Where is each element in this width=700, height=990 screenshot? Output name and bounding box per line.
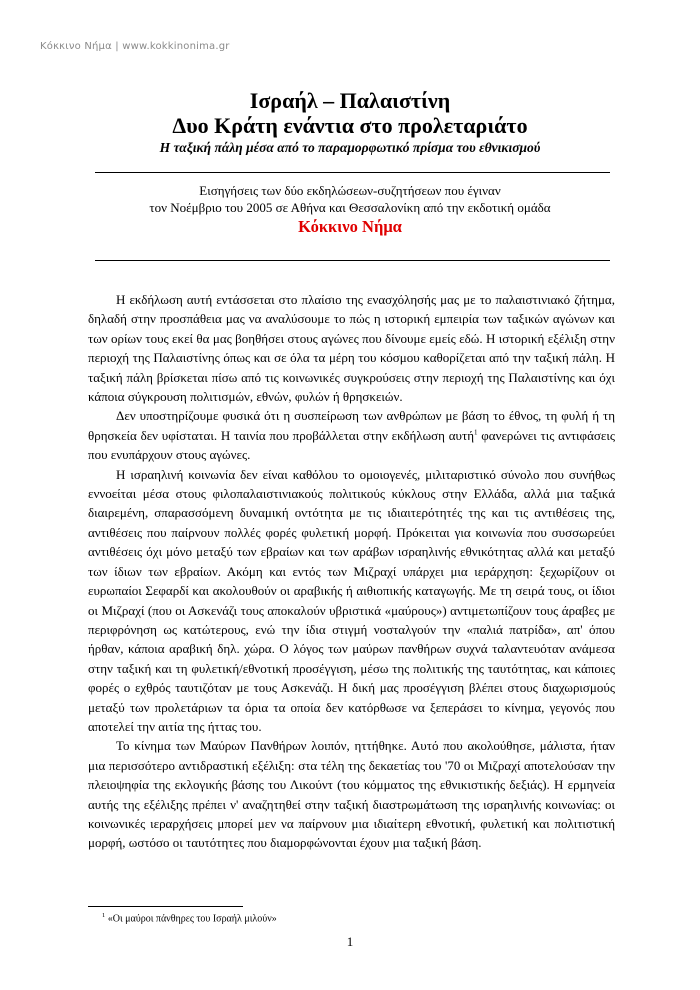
paragraph-3: Η ισραηλινή κοινωνία δεν είναι καθόλου το ομοιογενές, μιλιταριστικό σύνολο που συνήθως εννοείται μέσα στους φιλοπαλαιστινιακούς πολιτικούς κύκλους στην Ελλάδα, αλλά μια ταξικά διαιρεμένη, σπαρασσόμενη δυναμική οντότητα με τις ιδιαιτερότητές της και τις αντιθέσεις της, αντιθέσεις που παίρνουν πολλές φορές φυλετική μορφή. Πρόκειται για κοινωνία που συσσωρεύει αντιθέσεις όχι μόνο μεταξύ των εβραίων και των αράβων ισραηλινής εθνικότητας αλλά και μεταξύ των ίδιων των εβραίων. Ακόμη και εντός των Μιζραχί υπάρχει μια ιεράρχηση: ξεχωρίζουν οι ευρωπαίοι Σεφαρδί και ακολουθούν οι αραβικής ή αιθιοπικής καταγωγής. Με τη σειρά τους, οι ίδιοι οι Μιζραχί (που οι Ασκενάζι τους αποκαλούν υβριστικά «μαύρους») αντιμετωπίζουν τους άραβες με περιφρόνηση ως κατώτερους, ενώ την ίδια στιγμή νοσταλγούν την «παλιά πατρίδα», απ' όπου ήρθαν, κάποια αραβική δηλ. χώρα. Ο λόγος των μαύρων πανθήρων συχνά ταλαντευόταν ανάμεσα στην ταξική και τη φυλετική/εθνοτική προσέγγιση, μέσω της πολιτικής της ταυτότητας, και κάποιες φορές ο εχθρός ταυτιζόταν με τους Ασκενάζι. Η δική μας προσέγγιση βλέπει στους διαχωρισμούς μεταξύ των προλετάριων τα όρια τα οποία δεν κατόρθωσε να ξεπεράσει το κίνημα, γεγονός που αποτελεί την αιτία της ήττας του. (88, 466, 615, 734)
footnote-separator (88, 906, 243, 907)
paragraph-2-text-end: φανερώνει τις αντιφάσεις που ενυπάρχουν στους αγώνες. (88, 427, 615, 463)
footnote (102, 912, 277, 924)
divider-bottom (95, 260, 610, 261)
paragraph-2 (88, 406, 615, 464)
paragraph-1: Η εκδήλωση αυτή εντάσσεται στο πλαίσιο της ενασχόλησής μας με το παλαιστινιακό ζήτημα, δηλαδή στην προσπάθεια μας να αναλύσουμε το πώς η ιστορική εμπειρία των ταξικών αγώνων και των ορίων τους εκεί θα μας βοηθήσει στους αγώνες που δίνουμε εμείς εδώ. Η ιστορική εξέλιξη στην περιοχή της Παλαιστίνης όπως και σε όλα τα μέρη του κόσμου καθορίζεται από την ταξική πάλη. Η ταξική πάλη βρίσκεται πίσω από τις κοινωνικές συγκρούσεις στην περιοχή της Παλαιστίνης και όχι κάποια σύγκρουση πολιτισμών, εθνών, φυλών ή θρησκειών. (88, 292, 615, 405)
title-block (0, 88, 700, 157)
paragraph-2-text: Δεν υποστηρίζουμε φυσικά ότι η συσπείρωση των ανθρώπων με βάση το έθνος, τη φυλή ή τη θρησκεία δεν υφίσταται. Η ταινία που προβάλλεται στην εκδήλωση αυτή (88, 408, 615, 443)
main-title: Ισραήλ – Παλαιστίνη (249, 88, 451, 113)
subtitle: Η ταξική πάλη μέσα από το παραμορφωτικό πρίσμα του εθνικισμού (159, 140, 541, 155)
intro-line-2: τον Νοέμβριο του 2005 σε Αθήνα και Θεσσαλονίκη από την εκδοτική ομάδα (149, 199, 551, 215)
running-header: Κόκκινο Νήμα | www.kokkinonima.gr (40, 41, 230, 52)
main-title-second-line: Δυο Κράτη ενάντια στο προλεταριάτο (172, 113, 528, 138)
paragraph-4: Το κίνημα των Μαύρων Πανθήρων λοιπόν, ηττήθηκε. Αυτό που ακολούθησε, μάλιστα, ήταν μια περισσότερο αντιδραστική εξέλιξη: στα τέλη της δεκαετίας του '70 οι Μιζραχί αποτελούσαν την πλειοψηφία της εκλογικής βάσης του Λικούντ (του κόμματος της εθνικιστικής δεξιάς). Η ερμηνεία αυτής της εξέλιξης πρέπει ν' αναζητηθεί στην ταξική διαστρωμάτωση της ισραηλινής κοινωνίας: οι κοινωνικές ιεραρχήσεις μπορεί μεν να παίρνουν μια ιδιαίτερη εθνοτική, φυλετική και πολιτιστική μορφή, ωστόσο οι ταυτότητες που διαμορφώνονται έχουν μια ταξική βάση. (88, 738, 615, 851)
footnote-text: «Οι μαύροι πάνθηρες του Ισραήλ μιλούν» (105, 913, 277, 925)
intro-block (0, 183, 700, 237)
organization-name: Κόκκινο Νήμα (298, 217, 402, 236)
divider-top (95, 172, 610, 173)
intro-line-1: Εισηγήσεις των δύο εκδηλώσεων-συζητήσεων που έγιναν (199, 183, 501, 198)
footnote-number: 1 (102, 912, 106, 919)
footnote-reference: 1 (474, 428, 478, 437)
article-body (88, 290, 615, 853)
page-number: 1 (346, 934, 354, 949)
